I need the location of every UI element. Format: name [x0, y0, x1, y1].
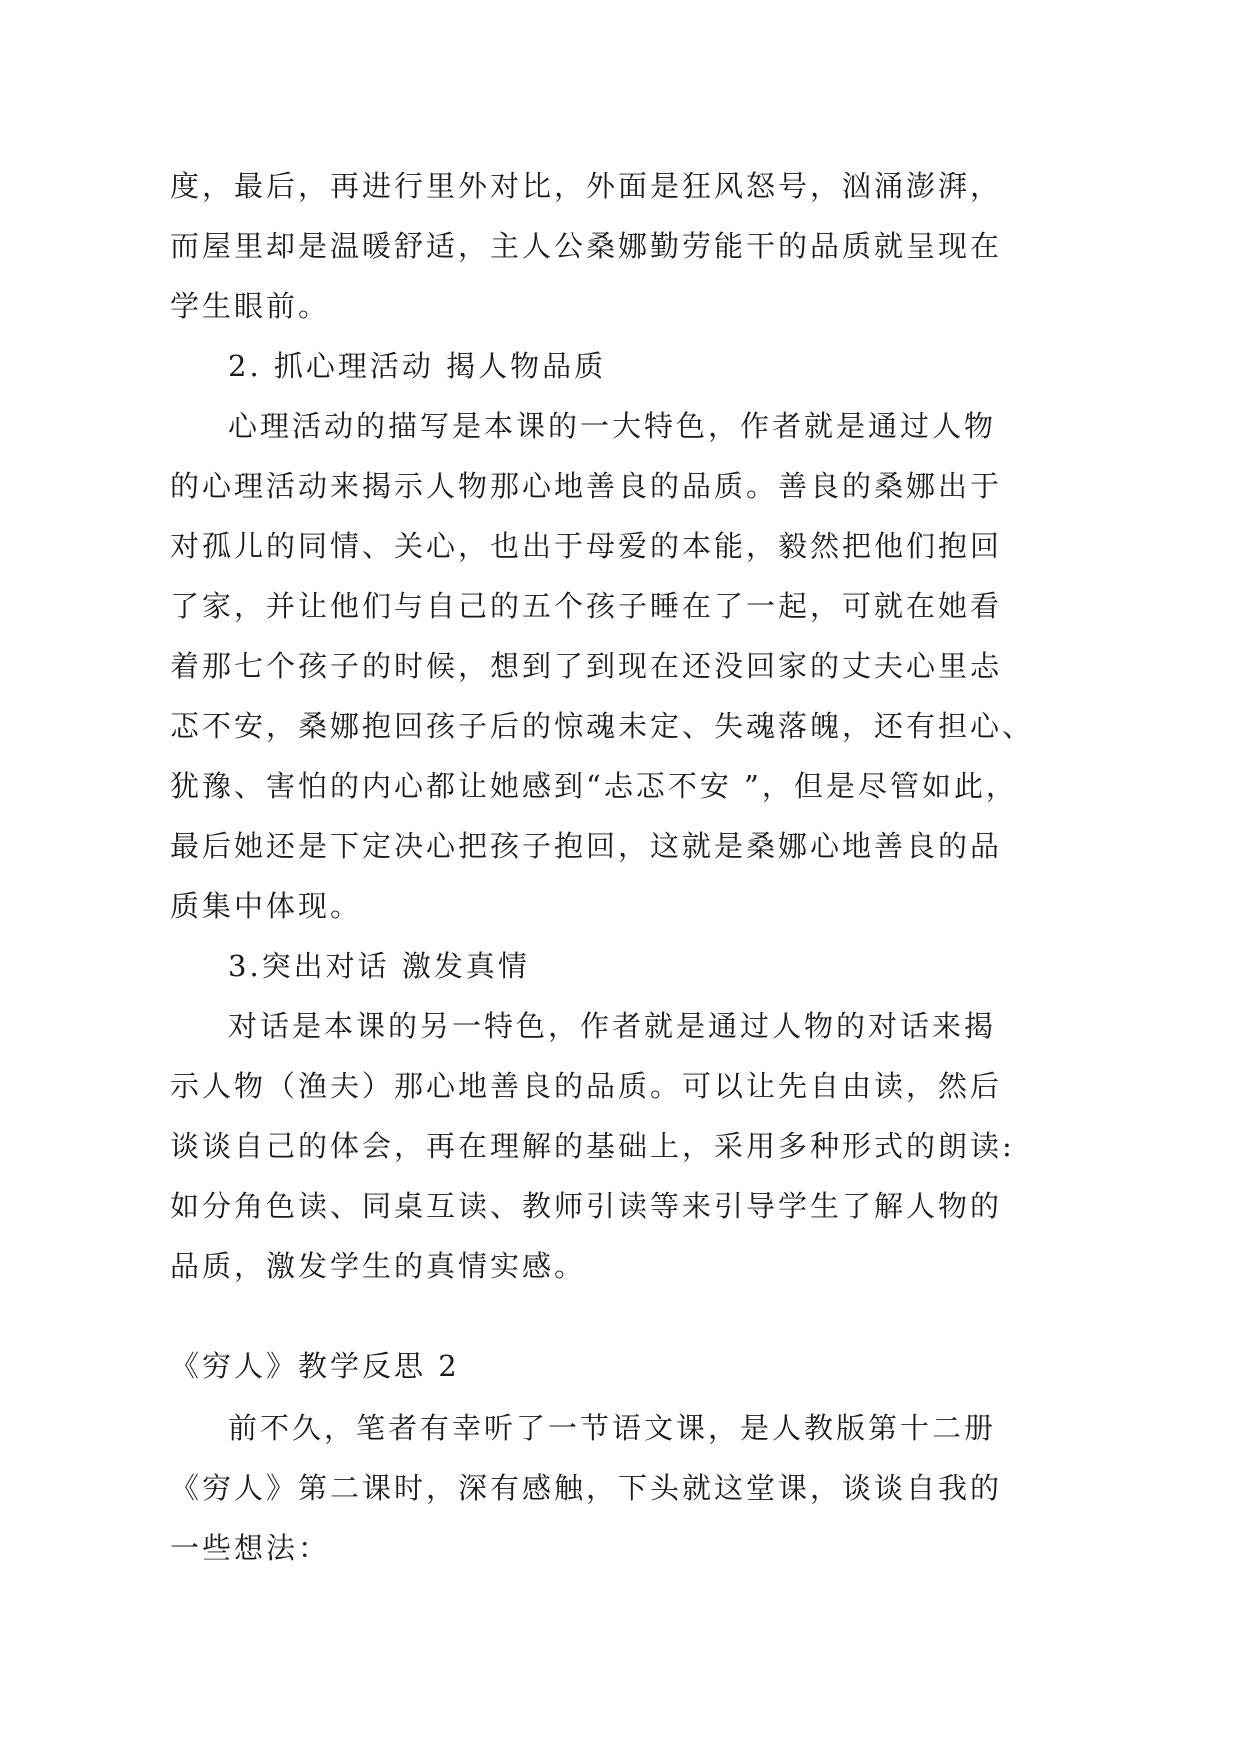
text-line-10: 忑不安，桑娜抱回孩子后的惊魂未定、失魂落魄，还有担心、: [170, 709, 1035, 743]
text-line-2: 而屋里却是温暖舒适，主人公桑娜勤劳能干的品质就呈现在: [170, 229, 1003, 263]
text-line-3: 学生眼前。: [170, 289, 331, 323]
text-line-9: 着那七个孩子的时候，想到了到现在还没回家的丈夫心里忐: [170, 649, 1003, 683]
text-line-15: 对话是本课的另一特色，作者就是通过人物的对话来揭: [228, 1009, 997, 1043]
text-line-18: 如分角色读、同桌互读、教师引读等来引导学生了解人物的: [170, 1189, 1003, 1223]
article-title: 《穷人》教学反思 2: [170, 1349, 460, 1383]
text-line-17: 谈谈自己的体会，再在理解的基础上，采用多种形式的朗读:: [170, 1129, 1015, 1163]
text-line-5: 心理活动的描写是本课的一大特色，作者就是通过人物: [228, 409, 997, 443]
section-heading-3: 3.突出对话 激发真情: [228, 949, 530, 983]
text-line-23: 一些想法：: [170, 1531, 331, 1565]
text-line-8: 了家，并让他们与自己的五个孩子睡在了一起，可就在她看: [170, 589, 1003, 623]
text-line-22: 《穷人》第二课时，深有感触，下头就这堂课，谈谈自我的: [170, 1471, 1003, 1505]
text-line-6: 的心理活动来揭示人物那心地善良的品质。善良的桑娜出于: [170, 469, 1003, 503]
section-heading-2: 2. 抓心理活动 揭人物品质: [228, 349, 607, 383]
text-line-1: 度，最后，再进行里外对比，外面是狂风怒号，汹涌澎湃，: [170, 169, 1003, 203]
text-line-19: 品质，激发学生的真情实感。: [170, 1249, 587, 1283]
text-line-11: 犹豫、害怕的内心都让她感到“忐忑不安 ”，但是尽管如此，: [170, 769, 1018, 803]
text-line-13: 质集中体现。: [170, 889, 363, 923]
text-line-16: 示人物（渔夫）那心地善良的品质。可以让先自由读，然后: [170, 1069, 1003, 1103]
text-line-21: 前不久，笔者有幸听了一节语文课，是人教版第十二册: [228, 1411, 997, 1445]
text-line-12: 最后她还是下定决心把孩子抱回，这就是桑娜心地善良的品: [170, 829, 1003, 863]
text-line-7: 对孤儿的同情、关心，也出于母爱的本能，毅然把他们抱回: [170, 529, 1003, 563]
